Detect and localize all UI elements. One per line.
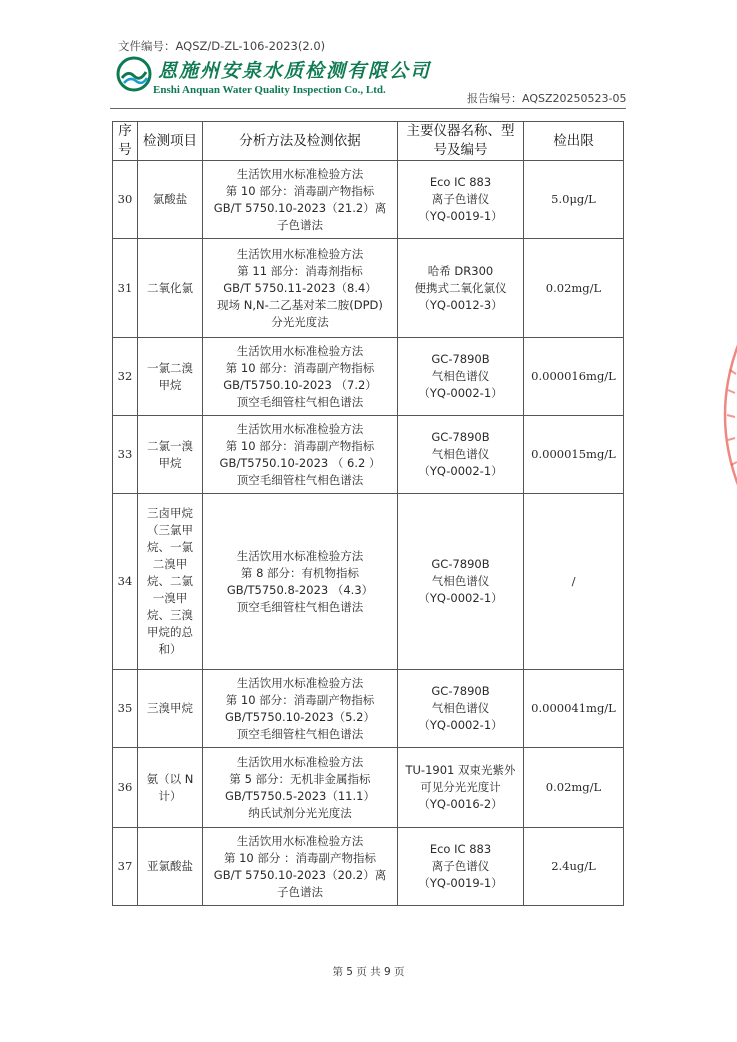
test-method-table [112, 121, 624, 906]
cell-seq: 37 [113, 828, 138, 906]
cell-method: 生活饮用水标准检验方法 第 10 部分 ：消毒副产物指标 GB/T 5750.10-2023（20.2）离 子色谱法 [203, 828, 398, 906]
cell-limit: 0.02mg/L [524, 239, 624, 338]
report-number: 报告编号：AQSZ20250523-05 [467, 92, 627, 105]
cell-instrument: 哈希 DR300 便携式二氧化氯仪 （YQ-0012-3） [398, 239, 524, 338]
cell-item: 三溴甲烷 [138, 670, 203, 748]
cell-instrument: GC-7890B 气相色谱仪 （YQ-0002-1） [398, 494, 524, 670]
table-row [113, 748, 624, 828]
page-number: 第 5 页 共 9 页 [332, 966, 405, 978]
table-row [113, 416, 624, 494]
cell-instrument: GC-7890B 气相色谱仪 （YQ-0002-1） [398, 416, 524, 494]
header-rule [110, 108, 626, 109]
cell-seq: 35 [113, 670, 138, 748]
cell-instrument: Eco IC 883 离子色谱仪 （YQ-0019-1） [398, 828, 524, 906]
company-name-cn: 恩施州安泉水质检测有限公司 [158, 60, 432, 82]
cell-method: 生活饮用水标准检验方法 第 10 部分：消毒副产物指标 GB/T5750.10-2023 （7.2） 顶空毛细管柱气相色谱法 [203, 338, 398, 416]
cell-limit: 0.000016mg/L [524, 338, 624, 416]
cell-instrument: GC-7890B 气相色谱仪 （YQ-0002-1） [398, 338, 524, 416]
cell-method: 生活饮用水标准检验方法 第 5 部分：无机非金属指标 GB/T5750.5-2023（11.1） 纳氏试剂分光光度法 [203, 748, 398, 828]
cell-method: 生活饮用水标准检验方法 第 11 部分：消毒剂指标 GB/T 5750.11-2023（8.4） 现场 N,N-二乙基对苯二胺(DPD) 分光光度法 [203, 239, 398, 338]
cell-seq: 33 [113, 416, 138, 494]
cell-method: 生活饮用水标准检验方法 第 8 部分：有机物指标 GB/T5750.8-2023 （4.3） 顶空毛细管柱气相色谱法 [203, 494, 398, 670]
header-method: 分析方法及检测依据 [203, 122, 398, 161]
company-name-en: Enshi Anquan Water Quality Inspection Co., Ltd. [153, 84, 386, 96]
red-seal-stamp-icon [700, 330, 737, 500]
table-row [113, 338, 624, 416]
cell-item: 三卤甲烷 （三氯甲 烷、一氯 二溴甲 烷、二氯 一溴甲 烷、三溴 甲烷的总 和） [138, 494, 203, 670]
file-number: 文件编号：AQSZ/D-ZL-106-2023(2.0) [118, 39, 326, 53]
cell-limit: 0.000041mg/L [524, 670, 624, 748]
cell-method: 生活饮用水标准检验方法 第 10 部分：消毒副产物指标 GB/T 5750.10-2023（21.2）离 子色谱法 [203, 161, 398, 239]
header-seq: 序号 [113, 122, 138, 161]
cell-instrument: TU-1901 双束光紫外 可见分光光度计 （YQ-0016-2） [398, 748, 524, 828]
table-row [113, 670, 624, 748]
cell-instrument: Eco IC 883 离子色谱仪 （YQ-0019-1） [398, 161, 524, 239]
cell-item: 二氯一溴 甲烷 [138, 416, 203, 494]
cell-limit: 0.02mg/L [524, 748, 624, 828]
header-instrument: 主要仪器名称、型号及编号 [398, 122, 524, 161]
cell-item: 亚氯酸盐 [138, 828, 203, 906]
table-header-row [113, 122, 624, 161]
table-row [113, 828, 624, 906]
cell-seq: 36 [113, 748, 138, 828]
cell-item: 氯酸盐 [138, 161, 203, 239]
cell-item: 一氯二溴 甲烷 [138, 338, 203, 416]
table-row [113, 494, 624, 670]
cell-limit: 2.4ug/L [524, 828, 624, 906]
company-logo-icon [116, 56, 152, 92]
cell-item: 二氧化氯 [138, 239, 203, 338]
cell-limit: / [524, 494, 624, 670]
cell-instrument: GC-7890B 气相色谱仪 （YQ-0002-1） [398, 670, 524, 748]
header-item: 检测项目 [138, 122, 203, 161]
cell-limit: 0.000015mg/L [524, 416, 624, 494]
cell-seq: 32 [113, 338, 138, 416]
cell-seq: 34 [113, 494, 138, 670]
cell-seq: 31 [113, 239, 138, 338]
table-row [113, 239, 624, 338]
cell-seq: 30 [113, 161, 138, 239]
cell-method: 生活饮用水标准检验方法 第 10 部分：消毒副产物指标 GB/T5750.10-2023 （ 6.2 ） 顶空毛细管柱气相色谱法 [203, 416, 398, 494]
cell-method: 生活饮用水标准检验方法 第 10 部分：消毒副产物指标 GB/T5750.10-2023（5.2） 顶空毛细管柱气相色谱法 [203, 670, 398, 748]
cell-limit: 5.0μg/L [524, 161, 624, 239]
header-limit: 检出限 [524, 122, 624, 161]
table-row [113, 161, 624, 239]
cell-item: 氨（以 N 计） [138, 748, 203, 828]
